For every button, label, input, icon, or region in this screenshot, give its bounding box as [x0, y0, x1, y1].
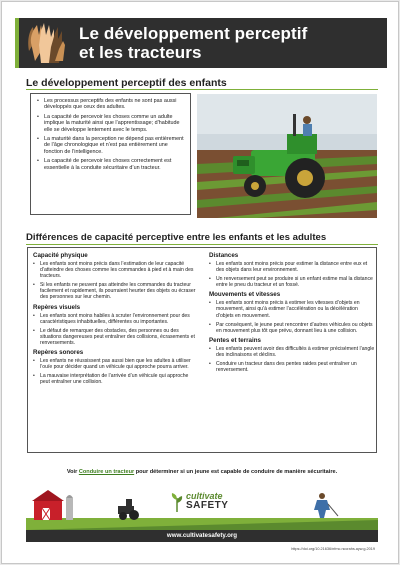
bullet-item: • Les enfants ne réussissent pas aussi bien que les adultes à utiliser l’ouïe pour décider quand un véhicule qui approche pourra arriver. — [33, 358, 199, 370]
cultivate-safety-logo: cultivate SAFETY — [186, 491, 229, 511]
hands-logo-icon — [25, 21, 67, 65]
subsection-heading: Capacité physique — [33, 252, 88, 259]
page-title: Le développement perceptif et les tracteurs — [79, 24, 308, 62]
driving-tractor-link[interactable]: Conduire un tracteur — [78, 469, 135, 475]
bullet-item: • Les enfants peuvent avoir des difficultés à estimer précisément l’angle des inclinaisons et déclins. — [209, 346, 375, 358]
website-url: www.cultivatesafety.org — [26, 530, 378, 542]
bullet-item: • La capacité de percevoir les choses comme un adulte implique la maturité ainsi que l’apprentissage; d’habitude elle se développe lentement avec le temps. — [37, 114, 184, 133]
header-bar — [15, 18, 387, 68]
bullet-item: • Un renversement peut se produire si un enfant estime mal la distance entre le pneu du tracteur et un fossé. — [209, 276, 375, 288]
subsection-heading: Distances — [209, 252, 239, 259]
divider — [26, 89, 378, 90]
differences-left-column — [33, 252, 199, 388]
bullet-item: • Les enfants sont moins habiles à scruter l’environnement pour des caractéristiques inhabituelles, différentes ou importantes. — [33, 313, 199, 325]
footer-note: Voir Conduire un tracteur pour déterminer si un jeune est capable de conduire de manière sécuritaire. — [66, 469, 338, 475]
differences-right-column — [209, 252, 375, 376]
doi-reference: https://doi.org/10.21636/nfmc.nccrahs.ayw.g.2019 — [291, 547, 375, 551]
subsection-heading: Repères visuels — [33, 303, 81, 311]
section-title: Le développement perceptif des enfants — [26, 77, 227, 89]
differences-box — [27, 247, 377, 453]
bullet-item: • Les enfants sont moins précis pour estimer la distance entre eux et des objets dans leur environnement. — [209, 261, 375, 273]
subsection-heading: Pentes et terrains — [209, 336, 261, 344]
bullet-item: • La capacité de percevoir les choses correctement est essentielle à la conduite sécuritaire d’un tracteur. — [37, 158, 184, 171]
bullet-item: • Les enfants sont moins précis dans l’estimation de leur capacité d’atteindre des choses comme les commandes à pied et à main des tracteurs. — [33, 261, 199, 279]
tractor-photo — [197, 94, 377, 218]
development-bullets-box — [30, 93, 191, 215]
bullet-item: • La mauvaise interprétation de l’arrivée d’un véhicule qui approche peut entraîner une collision. — [33, 373, 199, 385]
section-title: Différences de capacité perceptive entre les enfants et les adultes — [26, 232, 327, 243]
subsection-heading: Repères sonores — [33, 349, 84, 357]
subsection-heading: Mouvements et vitesses — [209, 291, 281, 299]
bullet-item: • Les enfants sont moins précis à estimer les vitesses d’objets en mouvement, ainsi qu’à estimer l’accélération ou la décélération d’objets en mouvement. — [209, 300, 375, 318]
bullet-item: • Conduire un tracteur dans des pentes raides peut entraîner un renversement. — [209, 361, 375, 373]
bullet-item: • Si les enfants ne peuvent pas atteindre les commandes du tracteur facilement et rapidement, ils pourraient heurter des objets ou écraser des personnes sur leur chemin. — [33, 282, 199, 300]
bullet-item: • La maturité dans la perception ne dépend pas entièrement de l’âge chronologique et n’est pas entièrement une fonction de l’intelligence. — [37, 136, 184, 155]
info-sheet — [1, 1, 399, 564]
divider — [26, 244, 378, 245]
bullet-item: • Le défaut de remarquer des obstacles, des personnes ou des situations dangereuses peut entraîner des collisions, écrasements et renversements. — [33, 328, 199, 346]
cultivate-safety-logo-icon — [170, 492, 184, 512]
bullet-item: • Les processus perceptifs des enfants ne sont pas aussi développés que ceux des adultes. — [37, 98, 184, 111]
bullet-item: • Par conséquent, le jeune peut rencontrer d’autres véhicules ou objets en mouvement plus tôt que prévu, donnant lieu à une collision. — [209, 322, 375, 334]
